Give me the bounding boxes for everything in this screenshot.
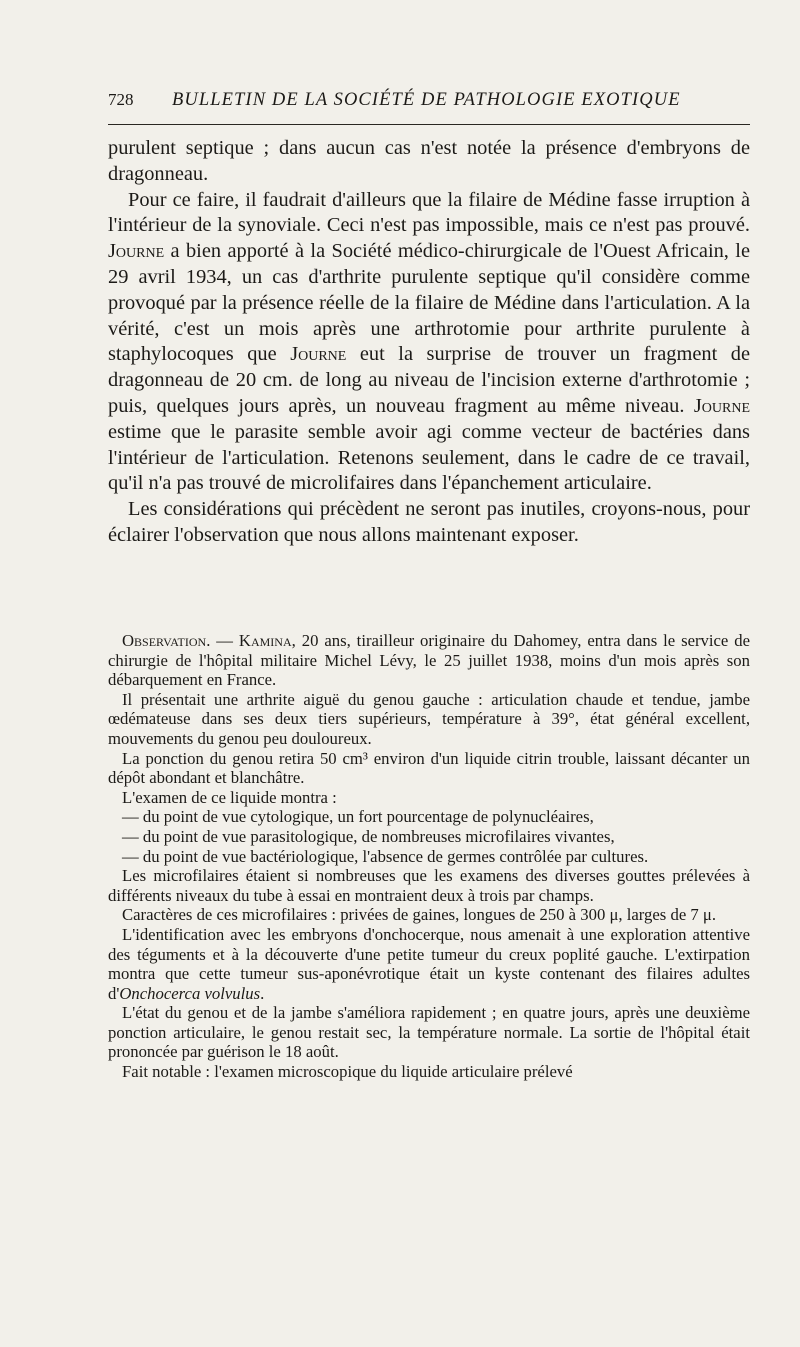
observation-dash: — [210,631,239,650]
observation-intro-text: , 20 ans, tirailleur originaire du Dahomey, entra dans le service de chirurgie de l'hôpital militaire Michel Lévy, le 25 juillet 1938, moins d'un mois après son débarquement en France. [108,631,750,690]
author-name: Journe [290,343,347,366]
running-header [108,86,750,116]
paragraph-2-text-c: eut la surprise de trouver un fragment de dragonneau de 20 cm. de long au niveau de l'incision externe d'arthrotomie ; puis, quelques jours après, un nouveau fragment au même niveau. [108,343,750,417]
main-text [108,136,750,549]
author-name: Journe [693,394,750,417]
observation-paragraph: Il présentait une arthrite aiguë du genou gauche : articulation chaude et tendue, jambe œdémateuse dans ses deux tiers supérieurs, température à 39°, état général excellent, mouvements du genou peu douloureux. [108,689,750,748]
page-number: 728 [108,90,134,109]
paragraph-1: purulent septique ; dans aucun cas n'est notée la présence d'embryons de dragonneau. [108,137,750,185]
paragraph-2-text-b: a bien apporté à la Société médico-chirurgicale de l'Ouest Africain, le 29 avril 1934, un cas d'arthrite purulente septique qu'il considère comme provoqué par la présence réelle de la filaire de Médine dans l'articulation. A la vérité, c'est un mois après une arthrotomie pour arthrite purulente à staphylocoques que [108,240,750,366]
observation-intro [108,631,750,690]
observation-paragraph: Caractères de ces microfilaires : privées de gaines, longues de 250 à 300 μ, larges de 7 μ. [122,905,717,925]
paragraph-2-text-d: estime que le parasite semble avoir agi comme vecteur de bactéries dans l'intérieur de l'articulation. Retenons seulement, dans le cadre de ce travail, qu'il n'a pas trouvé de microlifaires dans l'épanchement articulaire. [108,420,750,495]
journal-title: BULLETIN DE LA SOCIÉTÉ DE PATHOLOGIE EXOTIQUE [172,90,681,110]
observation-text: L'identification avec les embryons d'onchocerque, nous amenait à une exploration attentive des téguments et à la découverte d'une petite tumeur du creux poplité gauche. L'extirpation montra que cette tumeur sus-aponévrotique était un kyste contenant des filaires adultes d' [108,924,750,1003]
patient-name: Kamina [238,631,292,650]
observation-section [108,631,750,1082]
observation-paragraph: Les microfilaires étaient si nombreuses que les examens des diverses gouttes prélevées à différents niveaux du tube à essai en montraient deux à trois par champs. [108,866,750,905]
paragraph-2-text-a: Pour ce faire, il faudrait d'ailleurs que la filaire de Médine fasse irruption à l'intérieur de la synoviale. Ceci n'est pas impossible, mais ce n'est pas prouvé. [108,188,750,237]
observation-paragraph: L'examen de ce liquide montra : [122,787,337,807]
species-name: Onchocerca volvulus [119,983,261,1003]
observation-paragraph: L'état du genou et de la jambe s'améliora rapidement ; en quatre jours, après une deuxième ponction articulaire, le genou restait sec, la température normale. La sortie de l'hôpital était prononcée par guérison le 18 août. [108,1003,750,1062]
author-name: Journe [108,240,165,263]
paragraph-3: Les considérations qui précèdent ne seront pas inutiles, croyons-nous, pour éclairer l'observation que nous allons maintenant exposer. [108,498,750,546]
observation-list-item: — du point de vue parasitologique, de nombreuses microfilaires vivantes, [122,826,615,846]
observation-label: Observation. [122,631,211,650]
paragraph-2 [108,188,750,498]
observation-paragraph [108,925,750,1003]
observation-list-item: — du point de vue bactériologique, l'absence de germes contrôlée par cultures. [122,846,649,866]
header-rule [108,124,750,125]
observation-text: . [260,983,265,1003]
observation-paragraph: Fait notable : l'examen microscopique du liquide articulaire prélevé [122,1062,573,1082]
observation-list-item: — du point de vue cytologique, un fort pourcentage de polynucléaires, [122,807,594,827]
observation-paragraph: La ponction du genou retira 50 cm³ environ d'un liquide citrin trouble, laissant décanter un dépôt abondant et blanchâtre. [108,748,750,788]
